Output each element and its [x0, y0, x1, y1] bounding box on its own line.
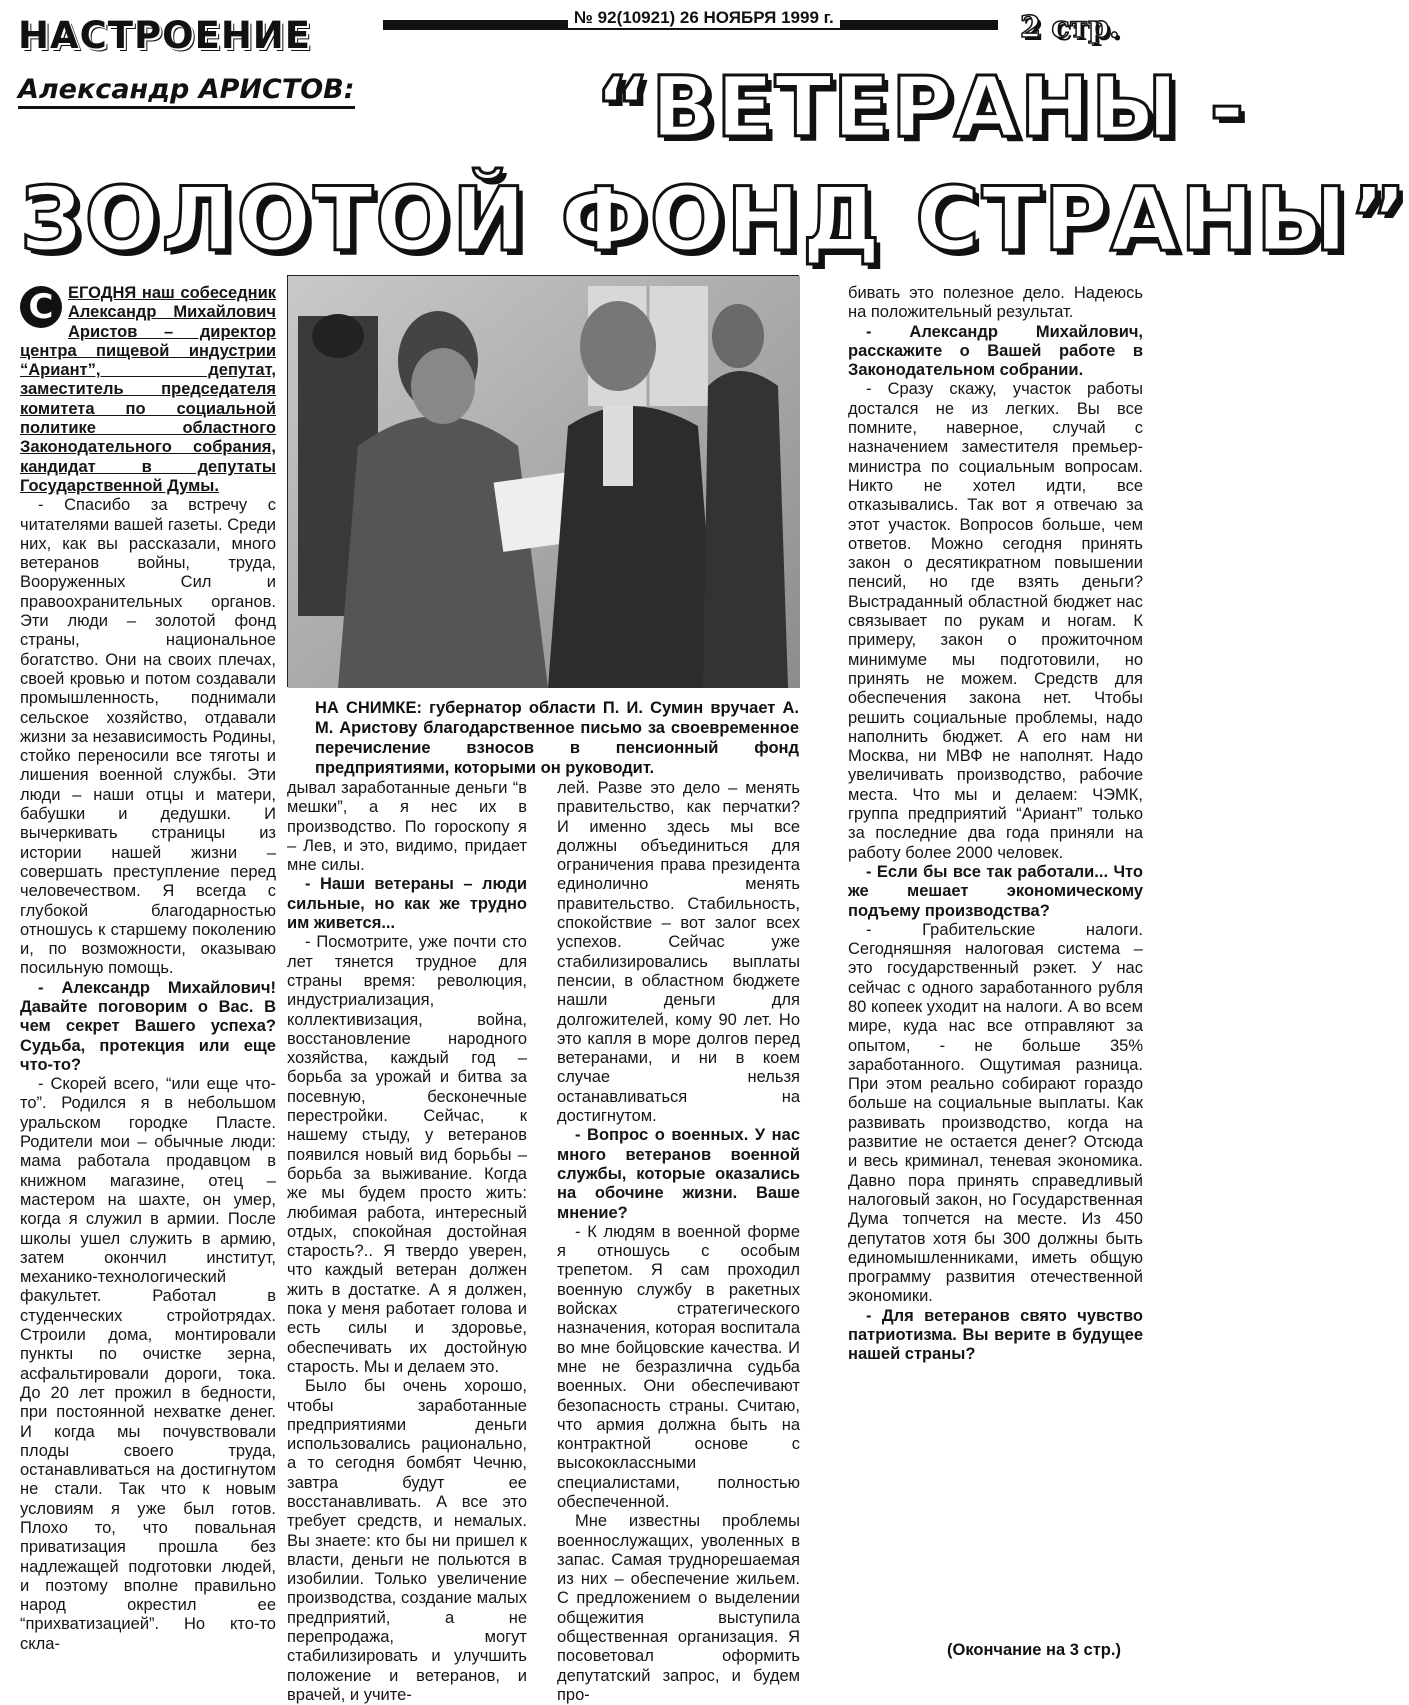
text-column-4: [848, 284, 1143, 1365]
interview-paragraph: дывал заработанные деньги “в мешки”, а я нес их в производство. По гороскопу я – Лев, и это, видимо, придает мне силы.: [287, 779, 527, 875]
interview-question: - Если бы все так работали... Что же мешает экономическому подъему производства?: [848, 862, 1143, 920]
interview-paragraph: - Сразу скажу, участок работы достался не из легких. Вы все помните, наверное, случай с назначением заместителя премьер-министра по социальным вопросам. Никто не хотел идти, все отказывались. Так вот я отвечаю за этот участок. Вопросов больше, чем ответов. Можно сегодня принять закон о десятикратном повышении пенсий, но где взять деньги? Выстраданный областной бюджет нас связывает по рукам и ногам. К примеру, закон о прожиточном минимуме мы подготовили, но принять не можем. Средств для обеспечения закона нет. Чтобы решить социальные проблемы, надо наполнить бюджет. А его нам ни Москва, ни МВФ не наполнят. Надо увеличивать производство, рабочие места. Что мы и делаем: ЧЭМК, группа предприятий “Ариант” только за последние два года приняли на работу более 2000 человек.: [848, 380, 1143, 862]
interview-question: - Александр Михайлович! Давайте поговорим о Вас. В чем секрет Вашего успеха? Судьба, протекция или еще что-то?: [20, 978, 276, 1074]
photo-illustration: [288, 276, 800, 688]
issue-info: № 92(10921) 26 НОЯБРЯ 1999 г.: [568, 8, 840, 28]
interview-paragraph: - Грабительские налоги. Сегодняшняя налоговая система – это государственный рэкет. У нас сейчас с одного заработанного рубля 80 копеек уходит на налоги. А во всем мире, куда нас все отправляют за опытом, - не больше 35% заработанного. Ощутимая разница. При этом реально собирают гораздо больше на социальные выплаты. Как развивать производство, когда на развитие не остается денег? Отсюда и весь криминал, теневая экономика. Давно пора принять справедливый налоговый закон, но Государственная Дума топчется на месте. Из 450 депутатов хотя бы 300 должны быть единомышленниками, иметь общую программу развития отечественной экономики.: [848, 920, 1143, 1306]
continuation-note: (Окончание на 3 стр.): [947, 1641, 1121, 1659]
interview-paragraph: - Скорей всего, “или еще что-то”. Родился я в небольшом уральском городке Пласте. Родители мои – обычные люди: мама работала продавцом в книжном магазине, отец – мастером на шахте, он умер, когда я служил в армии. После школы ушел служить в армию, затем окончил институт, механико-технологический факультет. Работал в студенческих стройотрядах. Строили дома, монтировали пункты по очистке зерна, асфальтировали дороги, тока. До 20 лет прожил в бедности, при постоянной нехватке денег. И когда мы почувствовали плоды своего труда, останавливаться на достигнутом не стали. Так что к новым условиям я уже был готов. Плохо то, что повальная приватизация прошла без надлежащей подготовки людей, и поэтому вполне правильно народ окрестил ее “прихватизацией”. Но кто-то скла-: [20, 1075, 276, 1653]
interview-question: - Для ветеранов свято чувство патриотизма. Вы верите в будущее нашей страны?: [848, 1306, 1143, 1364]
text-column-1: [20, 284, 276, 1654]
column-1-paragraphs: [20, 496, 276, 1654]
headline-line-2: ЗОЛОТОЙ ФОНД СТРАНЫ”: [20, 168, 1409, 271]
drop-cap: С: [20, 286, 62, 328]
section-title: НАСТРОЕНИЕ: [18, 14, 312, 57]
headline-line-1: “ВЕТЕРАНЫ -: [595, 58, 1246, 156]
interview-question: - Вопрос о военных. У нас много ветеранов военной службы, которые оказались на обочине жизни. Ваше мнение?: [557, 1126, 800, 1222]
text-column-2: [287, 779, 527, 1705]
interview-paragraph: лей. Разве это дело – менять правительство, как перчатки? И именно здесь мы все должны объединиться для ограничения права президента единолично менять правительство. Стабильность, спокойствие – вот залог всех успехов. Сейчас уже стабилизировались выплаты пенсии, в областном бюджете нашли деньги для долгожителей, кому 90 лет. Но это капля в море долгов перед ветеранами, и ни в коем случае нельзя останавливаться на достигнутом.: [557, 779, 800, 1126]
lead-text: ЕГОДНЯ наш собеседник Александр Михайлович Аристов – директор центра пищевой индустрии “Ариант”, депутат, заместитель председателя комитета по социальной политике областного Законодательного собрания, кандидат в депутаты Государственной Думы.: [20, 284, 276, 495]
interview-paragraph: Мне известны проблемы военнослужащих, уволенных в запас. Самая трудноpешаемая из них – обеспечение жильем. С предложением о выделении общежития выступила общественная организация. Я посоветовал оформить депутатский запрос, и будем про-: [557, 1512, 800, 1704]
text-column-3: [557, 779, 800, 1705]
interview-question: - Наши ветераны – люди сильные, но как же трудно им живется...: [287, 875, 527, 933]
photo-caption: НА СНИМКЕ: губернатор области П. И. Сумин вручает А. М. Аристову благодарственное письмо за своевременное перечисление взносов в пенсионный фонд предприятиями, которыми он руководит.: [315, 699, 799, 777]
interview-paragraph: бивать это полезное дело. Надеюсь на положительный результат.: [848, 284, 1143, 322]
article-photo: [287, 275, 799, 687]
interview-paragraph: - Спасибо за встречу с читателями вашей газеты. Среди них, как вы рассказали, много ветеранов войны, труда, Вооруженных Сил и правоохранительных органов. Эти люди – золотой фонд страны, национальное богатство. Они на своих плечах, своей кровью и потом создавали промышленность, поднимали сельское хозяйство, отдавали жизни за независимость Родины, стойко переносили все тяготы и лишения военной службы. Эти люди – наши отцы и матери, бабушки и дедушки. И вычеркивать страницы из истории нашей жизни – совершать преступление перед человечеством. Я всегда с глубокой благодарностью отношусь к старшему поколению и, по возможности, оказываю посильную помощь.: [20, 496, 276, 978]
interview-paragraph: - Посмотрите, уже почти сто лет тянется трудное для страны время: революция, индустриализация, коллективизация, война, восстановление народного хозяйства, каждый год – борьба за урожай и битва за посевную, бесконечные перестройки. Сейчас, к нашему стыду, у ветеранов появился новый вид борьбы – борьба за выживание. Когда же мы будем просто жить: любимая работа, интересный отдых, спокойная достойная старость?.. Я твердо уверен, что каждый ветеран должен жить в достатке. А я должен, пока у меня работает голова и есть силы и здоровье, обеспечивать их достойную старость. Мы и делаем это.: [287, 933, 527, 1376]
article-lead: [20, 284, 276, 496]
interview-paragraph: - К людям в военной форме я отношусь с особым трепетом. Я сам проходил военную службу в ракетных войсках стратегического назначения, которая воспитала во мне бойцовские качества. И мне не безразлична судьба военных. Они обеспечивают безопасность страны. Считаю, что армия должна быть на контрактной основе с высококлассными специалистами, полностью обеспеченной.: [557, 1222, 800, 1511]
interview-question: - Александр Михайлович, расскажите о Вашей работе в Законодательном собрании.: [848, 322, 1143, 380]
interview-paragraph: Было бы очень хорошо, чтобы заработанные предприятиями деньги использовались рационально, а то сегодня бомбят Чечню, завтра будут ее восстанавливать. А все это требует средств, и немалых. Вы знаете: кто бы ни пришел к власти, деньги не польются в изобилии. Только увеличение производства, создание малых предприятий, а не перепродажа, могут стабилизировать и улучшить положение и ветеранов, и врачей, и учите-: [287, 1377, 527, 1704]
author-name: Александр АРИСТОВ:: [18, 74, 355, 109]
page-number: 2 стр.: [1020, 10, 1120, 45]
